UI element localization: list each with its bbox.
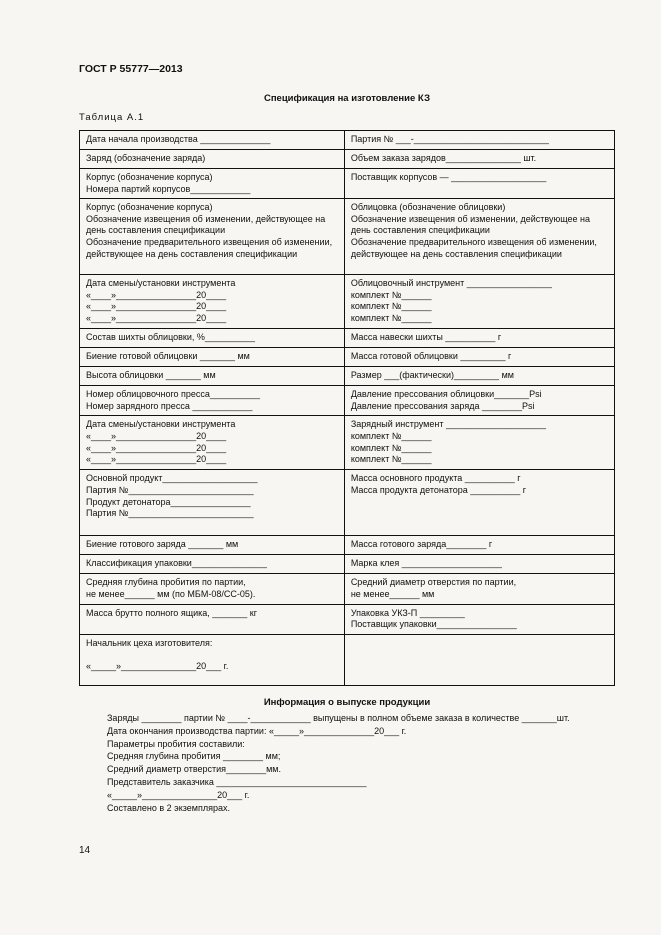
info-line: «_____»_______________20___ г.	[107, 789, 250, 800]
table-cell-left: Начальник цеха изготовителя: «_____»_______________20___ г.	[80, 634, 345, 685]
table-cell-right: Масса основного продукта __________ г Масса продукта детонатора __________ г	[344, 470, 614, 536]
info-block	[107, 712, 617, 814]
table-row	[80, 416, 615, 470]
table-row	[80, 555, 615, 574]
table-cell-left: Состав шихты облицовки, %__________	[80, 329, 345, 348]
table-cell-right: Масса готового заряда________ г	[344, 536, 614, 555]
table-cell-left: Дата смены/установки инструмента «____»________________20____ «____»________________20____ «____»________________20____	[80, 416, 345, 470]
table-cell-left: Средняя глубина пробития по партии, не менее______ мм (по МБМ-08/СС-05).	[80, 574, 345, 604]
table-cell-right: Поставщик корпусов — ___________________	[344, 169, 614, 199]
table-cell-left: Биение готового заряда _______ мм	[80, 536, 345, 555]
specification-table	[79, 130, 615, 686]
table-cell-right: Облицовочный инструмент _________________ комплект №______ комплект №______ комплект №______	[344, 275, 614, 329]
table-row	[80, 604, 615, 634]
table-cell-right: Масса навески шихты __________ г	[344, 329, 614, 348]
table-cell-right: Марка клея ____________________	[344, 555, 614, 574]
table-cell-right: Масса готовой облицовки _________ г	[344, 348, 614, 367]
table-row	[80, 470, 615, 536]
info-line: Дата окончания производства партии: «_____»______________20___ г.	[107, 725, 407, 736]
table-cell-left: Биение готовой облицовки _______ мм	[80, 348, 345, 367]
info-line: Параметры пробития составили:	[107, 738, 245, 749]
table-cell-right: Объем заказа зарядов_______________ шт.	[344, 150, 614, 169]
table-row	[80, 574, 615, 604]
table-cell-left: Масса брутто полного ящика, _______ кг	[80, 604, 345, 634]
table-cell-left: Классификация упаковки_______________	[80, 555, 345, 574]
table-cell-right: Размер ___(фактически)_________ мм	[344, 367, 614, 386]
info-title: Информация о выпуске продукции	[263, 697, 431, 708]
table-cell-right: Упаковка УКЗ-П _________ Поставщик упаковки________________	[344, 604, 614, 634]
info-line: Представитель заказчика ______________________________	[107, 776, 367, 787]
table-cell-right: Облицовка (обозначение облицовки) Обозначение извещения об изменении, действующее на день составления спецификации Обозначение предварительного извещения об изменении, действующее на день составления спецификации	[344, 199, 614, 275]
table-cell-left: Заряд (обозначение заряда)	[80, 150, 345, 169]
table-row	[80, 329, 615, 348]
table-row	[80, 348, 615, 367]
document-title: Спецификация на изготовление КЗ	[263, 93, 431, 104]
table-cell-right: Средний диаметр отверстия по партии, не менее______ мм	[344, 574, 614, 604]
table-cell-right: Партия № ___-___________________________	[344, 131, 614, 150]
table-cell-right: Давление прессования облицовки_______Psi Давление прессования заряда ________Psi	[344, 386, 614, 416]
table-cell-left: Дата смены/установки инструмента «____»________________20____ «____»________________20____ «____»________________20____	[80, 275, 345, 329]
table-row	[80, 150, 615, 169]
standard-number: ГОСТ Р 55777—2013	[79, 63, 183, 75]
info-line: Составлено в 2 экземплярах.	[107, 802, 230, 813]
table-cell-left: Корпус (обозначение корпуса) Номера партий корпусов____________	[80, 169, 345, 199]
table-row	[80, 131, 615, 150]
table-row	[80, 634, 615, 685]
table-row	[80, 386, 615, 416]
table-cell-right: Зарядный инструмент ____________________ комплект №______ комплект №______ комплект №______	[344, 416, 614, 470]
table-cell-left: Высота облицовки _______ мм	[80, 367, 345, 386]
table-cell-left: Корпус (обозначение корпуса) Обозначение извещения об изменении, действующее на день составления спецификации Обозначение предварительного извещения об изменении, действующее на день составления спецификации	[80, 199, 345, 275]
table-row	[80, 169, 615, 199]
info-line: Средний диаметр отверстия________мм.	[107, 764, 281, 775]
table-row	[80, 275, 615, 329]
table-row	[80, 536, 615, 555]
table-cell-left: Основной продукт___________________ Партия №_________________________ Продукт детонатора________________ Партия №_________________________	[80, 470, 345, 536]
info-line: Средняя глубина пробития ________ мм;	[107, 751, 281, 762]
table-cell-left: Номер облицовочного пресса__________ Номер зарядного пресса ____________	[80, 386, 345, 416]
table-cell-left: Дата начала производства ______________	[80, 131, 345, 150]
table-cell-right	[344, 634, 614, 685]
page-number: 14	[79, 845, 91, 856]
table-row	[80, 199, 615, 275]
info-line: Заряды ________ партии № ____-____________ выпущены в полном объеме заказа в количестве _______шт.	[107, 713, 570, 723]
table-label: Таблица А.1	[79, 112, 145, 123]
table-row	[80, 367, 615, 386]
